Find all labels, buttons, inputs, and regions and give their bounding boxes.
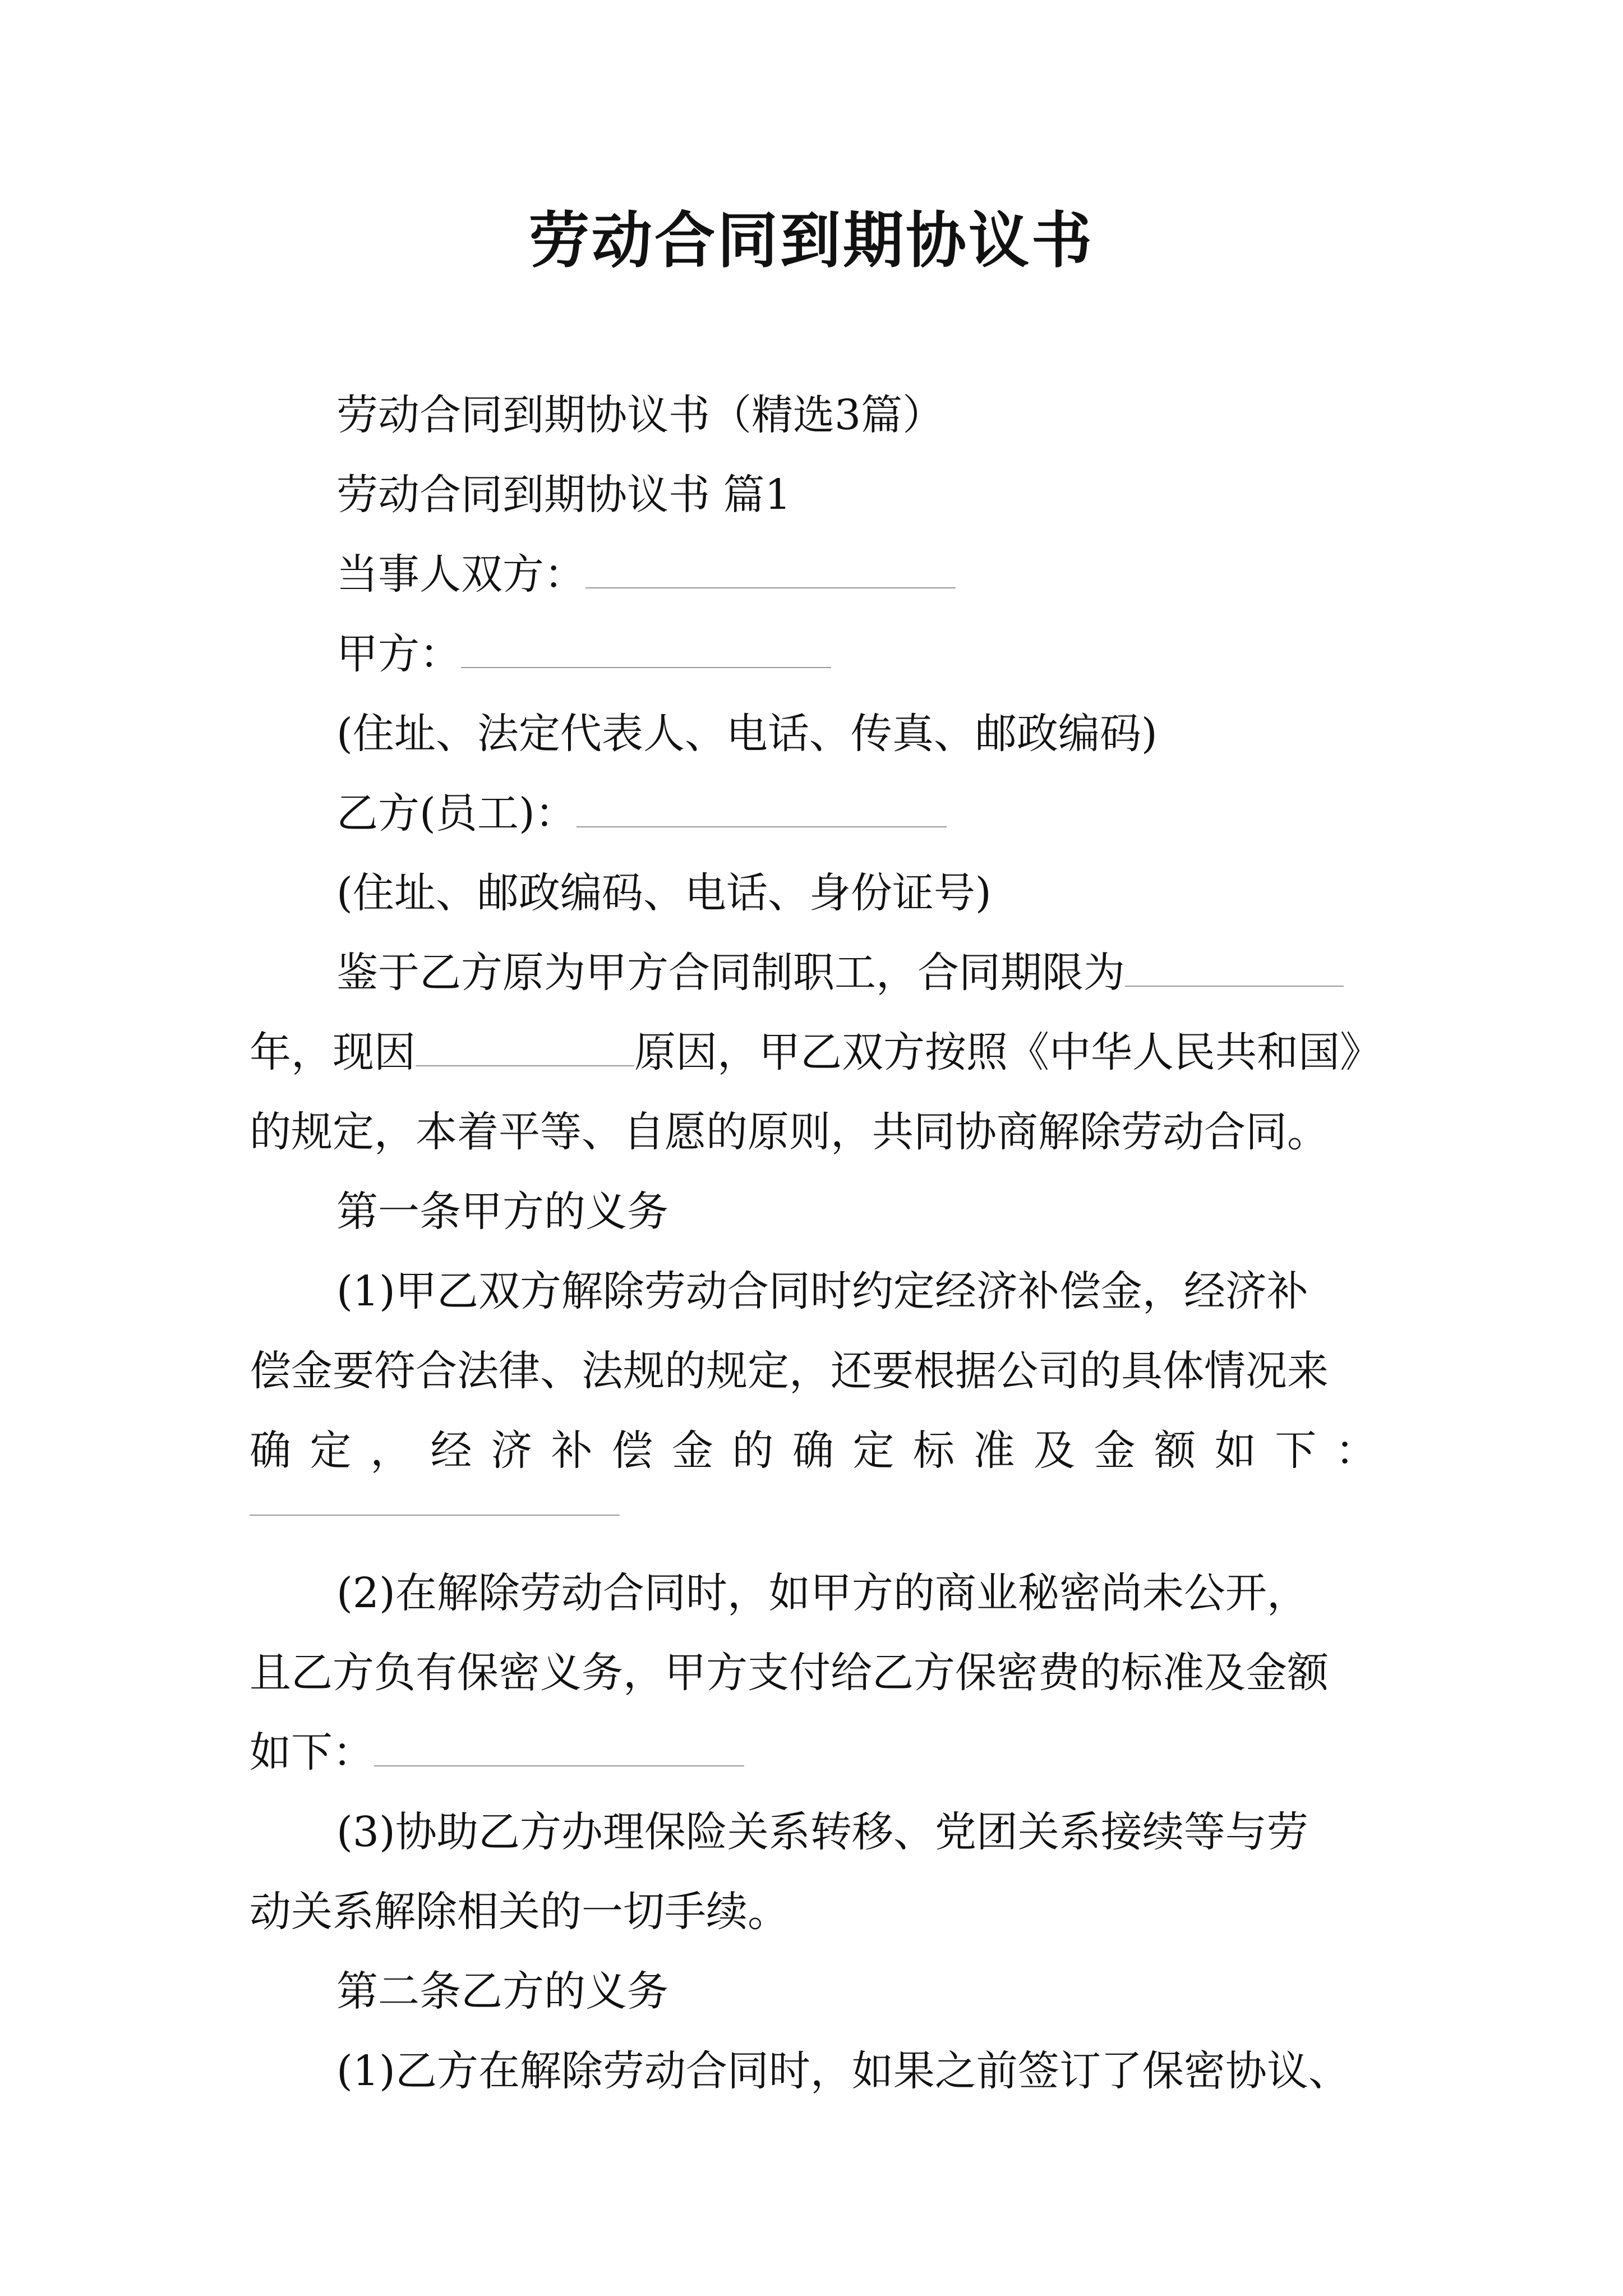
article-1-item-2-line-3 (250, 1724, 744, 1780)
compensation-amount-blank (250, 1515, 620, 1516)
char: 标 (913, 1427, 955, 1475)
document-title: 劳动合同到期协议书 (528, 206, 1094, 276)
article-1-item-3-line-2: 动关系解除相关的一切手续。 (250, 1888, 789, 1936)
char: 如 (1214, 1427, 1256, 1475)
char: 的 (732, 1427, 774, 1475)
article-2-item-1-line-1: (1)乙方在解除劳动合同时，如果之前签订了保密协议、 (336, 2047, 1350, 2095)
parties-label: 当事人双方： (336, 550, 585, 599)
contract-term-blank (1125, 945, 1344, 987)
preamble-text-2a: 年，现因 (250, 1028, 416, 1076)
char: 定 (310, 1427, 352, 1475)
as-follows-label: 如下： (250, 1728, 374, 1777)
article-1-item-1-line-1: (1)甲乙双方解除劳动合同时约定经济补偿金，经济补 (336, 1267, 1308, 1315)
article-1-item-2-line-1: (2)在解除劳动合同时，如甲方的商业秘密尚未公开， (336, 1569, 1308, 1617)
reason-blank (416, 1025, 634, 1066)
char: 济 (491, 1427, 533, 1475)
party-a-label: 甲方： (336, 630, 461, 678)
party-b-details-note: (住址、邮政编码、电话、身份证号) (336, 869, 992, 917)
preamble-text-2b: 原因，甲乙双方按照《中华人民共和国》 (634, 1028, 1381, 1076)
char: 确 (250, 1427, 291, 1475)
char: ， (370, 1427, 412, 1475)
char: 定 (852, 1427, 895, 1475)
preamble-line-1 (336, 945, 1344, 1001)
char: 偿 (611, 1427, 653, 1475)
article-1-item-1-line-2: 偿金要符合法律、法规的规定，还要根据公司的具体情况来 (250, 1347, 1329, 1395)
char: 及 (1034, 1427, 1076, 1475)
parties-blank (585, 547, 956, 588)
party-a-blank (461, 627, 831, 668)
party-b-blank (577, 786, 947, 827)
article-1-item-1-line-3 (250, 1423, 1377, 1479)
parties-line (336, 546, 956, 602)
preamble-line-2 (250, 1024, 1381, 1080)
section-heading-part-1: 劳动合同到期协议书 篇1 (336, 471, 791, 519)
char: 金 (1094, 1427, 1136, 1475)
char: 补 (551, 1427, 593, 1475)
preamble-line-3: 的规定，本着平等、自愿的原则，共同协商解除劳动合同。 (250, 1108, 1329, 1156)
party-a-line (336, 626, 831, 682)
preamble-text-1: 鉴于乙方原为甲方合同制职工，合同期限为 (336, 949, 1125, 997)
party-a-details-note: (住址、法定代表人、电话、传真、邮政编码) (336, 710, 1158, 758)
article-1-heading: 第一条甲方的义务 (336, 1188, 668, 1236)
char: 额 (1154, 1427, 1196, 1475)
party-b-line (336, 785, 947, 841)
char: 准 (973, 1427, 1015, 1475)
char: 金 (671, 1427, 713, 1475)
char: ： (1335, 1427, 1377, 1475)
char: 确 (792, 1427, 834, 1475)
confidentiality-fee-blank (374, 1725, 744, 1766)
char: 下 (1275, 1427, 1317, 1475)
party-b-label: 乙方(员工)： (336, 789, 577, 838)
article-2-heading: 第二条乙方的义务 (336, 1967, 668, 2016)
char: 经 (430, 1427, 472, 1475)
subtitle-selected-3: 劳动合同到期协议书（精选3篇） (336, 391, 944, 439)
article-1-item-3-line-1: (3)协助乙方办理保险关系转移、党团关系接续等与劳 (336, 1808, 1308, 1856)
article-1-item-2-line-2: 且乙方负有保密义务，甲方支付给乙方保密费的标准及金额 (250, 1649, 1329, 1697)
